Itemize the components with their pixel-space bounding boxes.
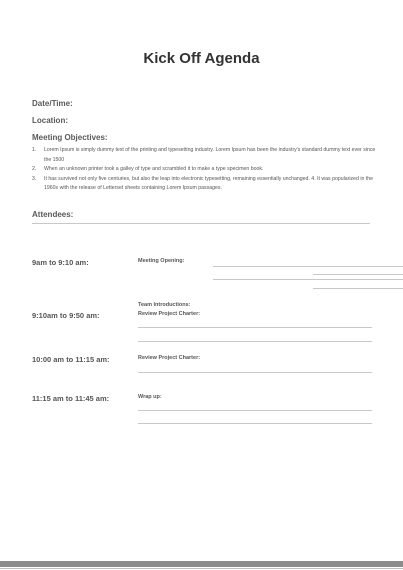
- location-label: Location:: [32, 116, 68, 125]
- footer-line: [0, 568, 403, 569]
- list-number: 1.: [32, 147, 37, 153]
- time-slot-3: 10:00 am to 11:15 am:: [32, 355, 110, 364]
- note-line: [138, 423, 372, 424]
- footer-bar: [0, 561, 403, 567]
- list-number: 3.: [32, 175, 37, 182]
- attendees-line: [32, 223, 370, 224]
- time-slot-4: 11:15 am to 11:45 am:: [32, 394, 110, 403]
- note-line: [213, 279, 403, 280]
- note-line: [313, 288, 403, 289]
- list-text: Lorem Ipsum is simply dummy text of the printing and typesetting industry. Lorem Ipsum has been the industry's standard dummy text ever since the 1500: [44, 147, 376, 163]
- page-title: Kick Off Agenda: [143, 50, 260, 67]
- agenda-item-team-introductions: Team Introductions:: [138, 302, 191, 308]
- note-line: [138, 410, 372, 411]
- agenda-item-meeting-opening: Meeting Opening:: [138, 258, 185, 264]
- agenda-item-wrap-up: Wrap up:: [138, 394, 162, 400]
- note-line: [313, 274, 403, 275]
- attendees-label: Attendees:: [32, 210, 74, 219]
- list-item: [32, 146, 377, 165]
- time-slot-1: 9am to 9:10 am:: [32, 258, 89, 267]
- time-slot-2: 9:10am to 9:50 am:: [32, 311, 100, 320]
- agenda-item-review-project-charter: Review Project Charter:: [138, 311, 201, 317]
- note-line: [138, 372, 372, 373]
- date-time-label: Date/Time:: [32, 99, 73, 108]
- note-line: [138, 341, 372, 342]
- meeting-objectives-label: Meeting Objectives:: [32, 133, 108, 142]
- list-number: 2.: [32, 166, 37, 172]
- note-line: [138, 327, 372, 328]
- list-item: [32, 165, 377, 175]
- list-text: When an unknown printer took a galley of type and scrambled it to make a type specimen book.: [44, 166, 264, 172]
- agenda-item-review-project-charter-2: Review Project Charter:: [138, 355, 201, 361]
- list-item: [32, 175, 377, 194]
- note-line: [213, 266, 403, 267]
- objectives-list: [32, 146, 377, 194]
- list-text: It has survived not only five centuries, but also the leap into electronic typesetting, remaining essentially unchanged. 4. It was popularized in the 1960s with the release of Letterset sheets containing Lorem Ipsum passages.: [44, 175, 374, 191]
